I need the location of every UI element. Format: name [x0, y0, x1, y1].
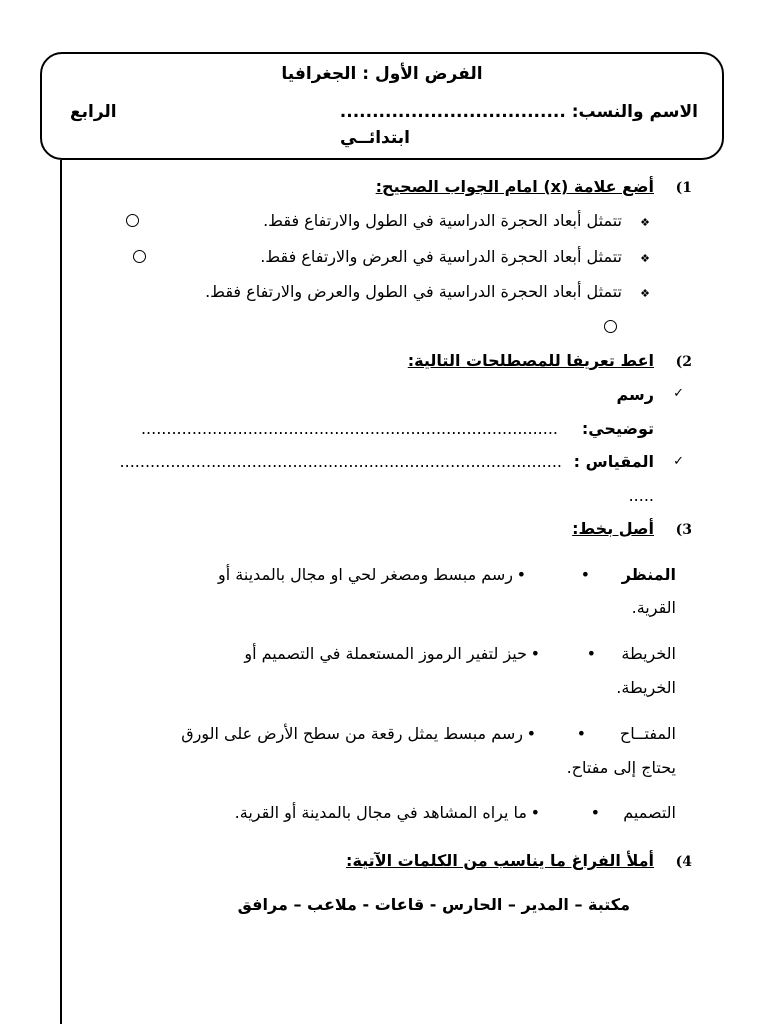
grade-level: الرابع	[70, 102, 117, 122]
grade-level-continued: ابتدائــي	[340, 128, 411, 148]
q3-term-3[interactable]: المفتــاح	[619, 724, 676, 743]
q3-term-4[interactable]: التصميم	[623, 803, 676, 822]
q2-number: 2)	[675, 354, 692, 370]
q3-def-4-dot[interactable]: •	[530, 803, 540, 822]
q2-term-1-line-2: توضيحي:	[581, 419, 654, 438]
q1-option-3: تتمثل أبعاد الحجرة الدراسية في الطول والعرض والارتفاع فقط.	[205, 282, 622, 301]
q3-def-2-dot[interactable]: •	[530, 644, 540, 663]
name-field-label: الاسم والنسب: ...................................	[339, 102, 698, 122]
q3-term-4-dot[interactable]: •	[590, 803, 600, 822]
q3-def-2-line-1: حيز لتفير الرموز المستعملة في التصميم أو	[244, 644, 527, 663]
q1-option-2-circle[interactable]	[133, 250, 146, 263]
q1-option-3-circle[interactable]	[604, 320, 617, 333]
q3-term-2[interactable]: الخريطة	[621, 644, 676, 663]
q1-bullet-2: ❖	[640, 252, 650, 265]
q2-term-1-answer-line[interactable]: ..................................................................................	[140, 419, 558, 438]
q4-word-bank: مكتبة – المدير – الحارس - قاعات - ملاعب – مرافق	[237, 895, 630, 914]
q3-def-3-dot[interactable]: •	[526, 724, 536, 743]
q4-number: 4)	[675, 854, 692, 870]
q2-check-2: ✓	[673, 454, 684, 469]
q1-number: 1)	[675, 180, 692, 196]
q3-term-1[interactable]: المنظر	[621, 565, 676, 584]
q2-term-2: المقياس :	[573, 452, 654, 471]
q3-def-2-line-2: الخريطة.	[616, 678, 676, 697]
q2-check-1: ✓	[673, 386, 684, 401]
q3-def-1-dot[interactable]: •	[516, 565, 526, 584]
q3-term-2-dot[interactable]: •	[586, 644, 596, 663]
margin-line	[60, 160, 62, 1024]
exam-title: الفرض الأول : الجغرافيا	[281, 64, 483, 84]
q1-title: أضع علامة (x) امام الجواب الصحيح:	[375, 177, 654, 196]
q4-title: أملأ الفراغ ما يناسب من الكلمات الآتية:	[346, 851, 654, 870]
q2-term-2-answer-tail[interactable]: .....	[628, 486, 654, 505]
q3-term-1-dot[interactable]: •	[580, 565, 590, 584]
q3-def-3-line-1: رسم مبسط يمثل رقعة من سطح الأرض على الورق	[181, 724, 523, 743]
q1-option-1-circle[interactable]	[126, 214, 139, 227]
q2-title: اعط تعريفا للمصطلحات التالية:	[407, 351, 654, 370]
q2-term-1-line-1: رسم	[616, 385, 654, 404]
q3-def-1-line-1: رسم مبسط ومصغر لحي او مجال بالمدينة أو	[218, 565, 513, 584]
q1-bullet-1: ❖	[640, 216, 650, 229]
q1-bullet-3: ❖	[640, 287, 650, 300]
q3-def-4-line-1: ما يراه المشاهد في مجال بالمدينة أو القرية.	[234, 803, 527, 822]
q3-number: 3)	[675, 522, 692, 538]
q1-option-2: تتمثل أبعاد الحجرة الدراسية في العرض والارتفاع فقط.	[260, 247, 622, 266]
q2-term-2-answer-line[interactable]: .......................................................................................	[119, 452, 562, 471]
q3-def-3-line-2: يحتاج إلى مفتاح.	[566, 758, 676, 777]
q3-title: أصل بخط:	[572, 519, 654, 538]
q3-term-3-dot[interactable]: •	[576, 724, 586, 743]
q3-def-1-line-2: القرية.	[631, 598, 676, 617]
header-box	[40, 52, 724, 160]
q1-option-1: تتمثل أبعاد الحجرة الدراسية في الطول والارتفاع فقط.	[263, 211, 622, 230]
